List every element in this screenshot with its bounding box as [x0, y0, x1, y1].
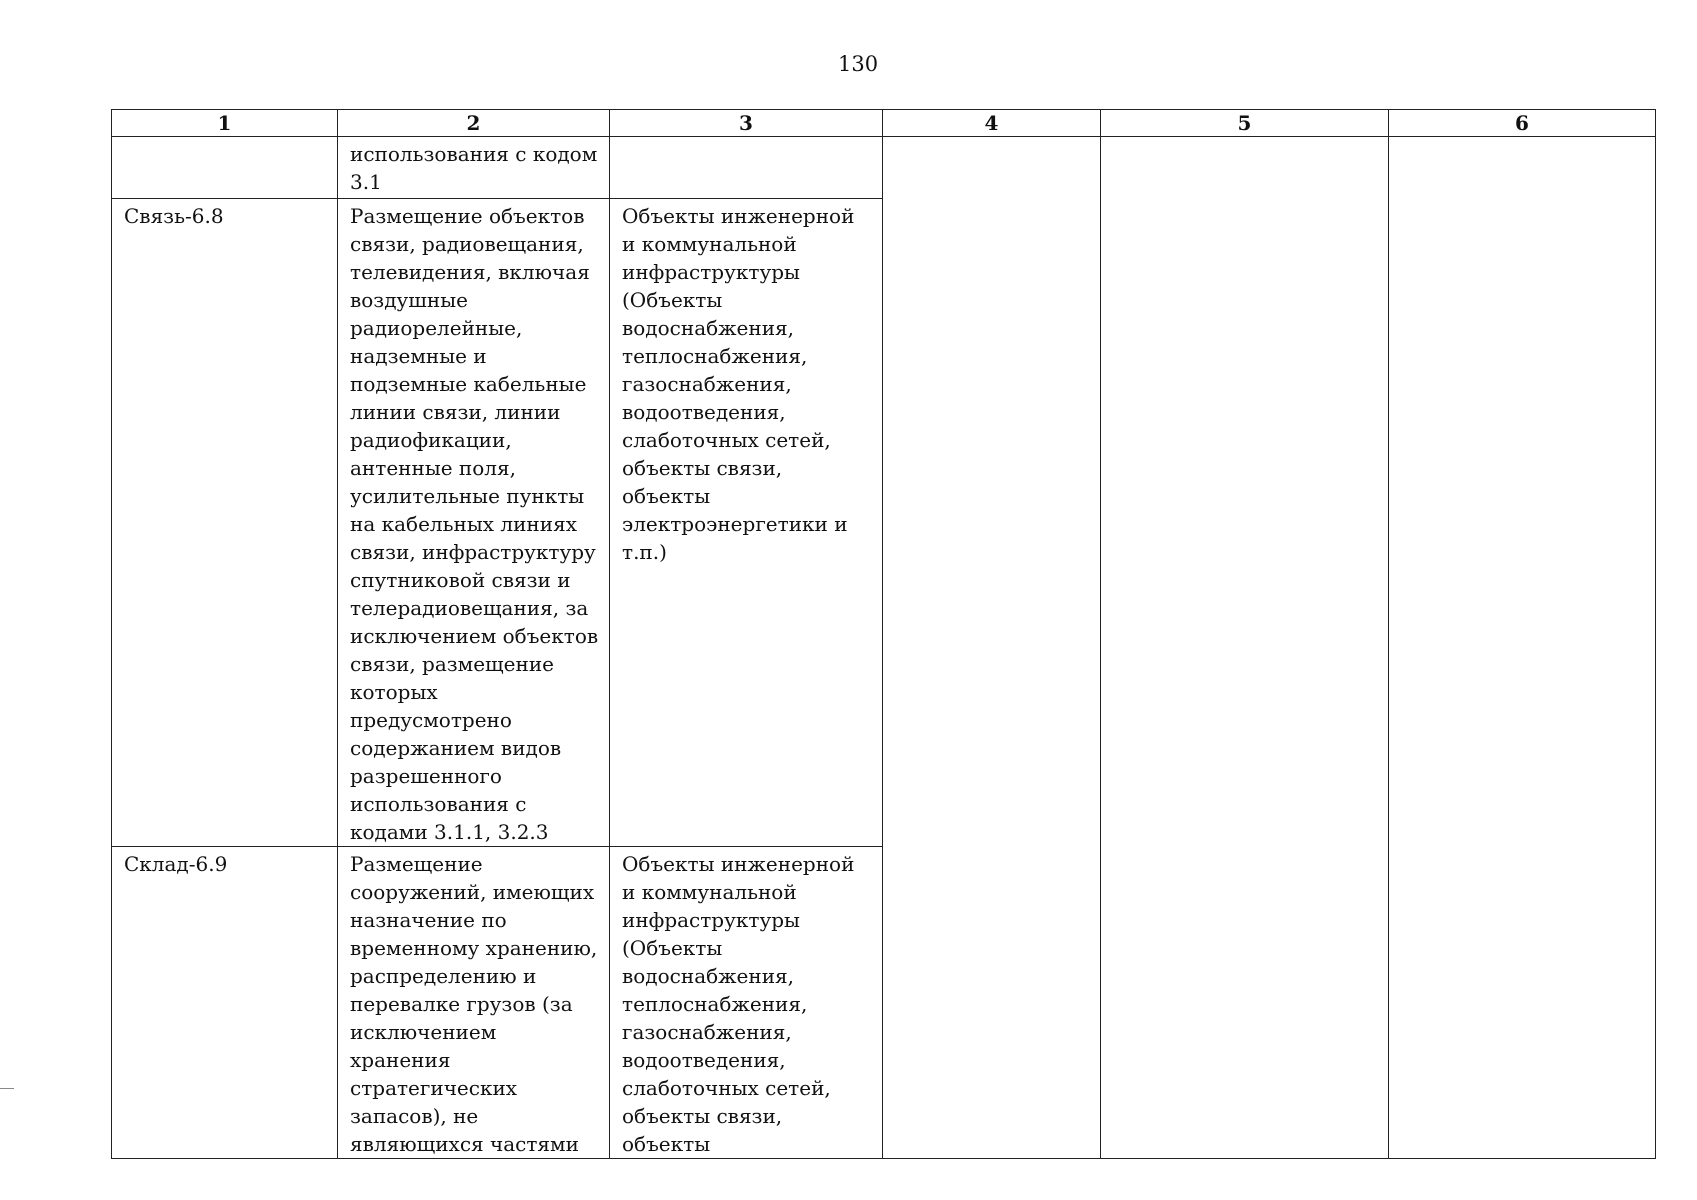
- column-4-cell: [883, 137, 1101, 1159]
- row-description-cell: Размещение сооружений, имеющих назначение по временному хранению, распределению и перевалке грузов (за исключением хранения стратегических запасов), не являющихся частями: [338, 847, 610, 1159]
- table-header-row: [112, 110, 1656, 137]
- row-description-cell: Размещение объектов связи, радиовещания, телевидения, включая воздушные радиорелейные, надземные и подземные кабельные линии связи, линии радиофикации, антенные поля, усилительные пункты на кабельных линиях связи, инфраструктуру спутниковой связи и телерадиовещания, за исключением объектов связи, размещение которых предусмотрено содержанием видов разрешенного использования с кодами 3.1.1, 3.2.3: [338, 199, 610, 847]
- table-row: [112, 137, 1656, 199]
- row-code-cell: Склад-6.9: [112, 847, 338, 1159]
- margin-mark: [0, 1088, 14, 1089]
- column-header-5: 5: [1101, 110, 1389, 137]
- column-6-cell: [1389, 137, 1656, 1159]
- row-objects-cell: [610, 137, 883, 199]
- row-description-cell: использования с кодом 3.1: [338, 137, 610, 199]
- page-number: 130: [838, 52, 879, 76]
- row-code-cell: Связь-6.8: [112, 199, 338, 847]
- row-objects-cell: Объекты инженерной и коммунальной инфраструктуры (Объекты водоснабжения, теплоснабжения, газоснабжения, водоотведения, слаботочных сетей, объекты связи, объекты электроэнергетики и т.п.): [610, 199, 883, 847]
- column-5-cell: [1101, 137, 1389, 1159]
- row-code-cell: [112, 137, 338, 199]
- column-header-6: 6: [1389, 110, 1656, 137]
- row-objects-cell: Объекты инженерной и коммунальной инфраструктуры (Объекты водоснабжения, теплоснабжения, газоснабжения, водоотведения, слаботочных сетей, объекты связи, объекты: [610, 847, 883, 1159]
- column-header-2: 2: [338, 110, 610, 137]
- zoning-table: [111, 109, 1656, 1159]
- column-header-3: 3: [610, 110, 883, 137]
- column-header-4: 4: [883, 110, 1101, 137]
- column-header-1: 1: [112, 110, 338, 137]
